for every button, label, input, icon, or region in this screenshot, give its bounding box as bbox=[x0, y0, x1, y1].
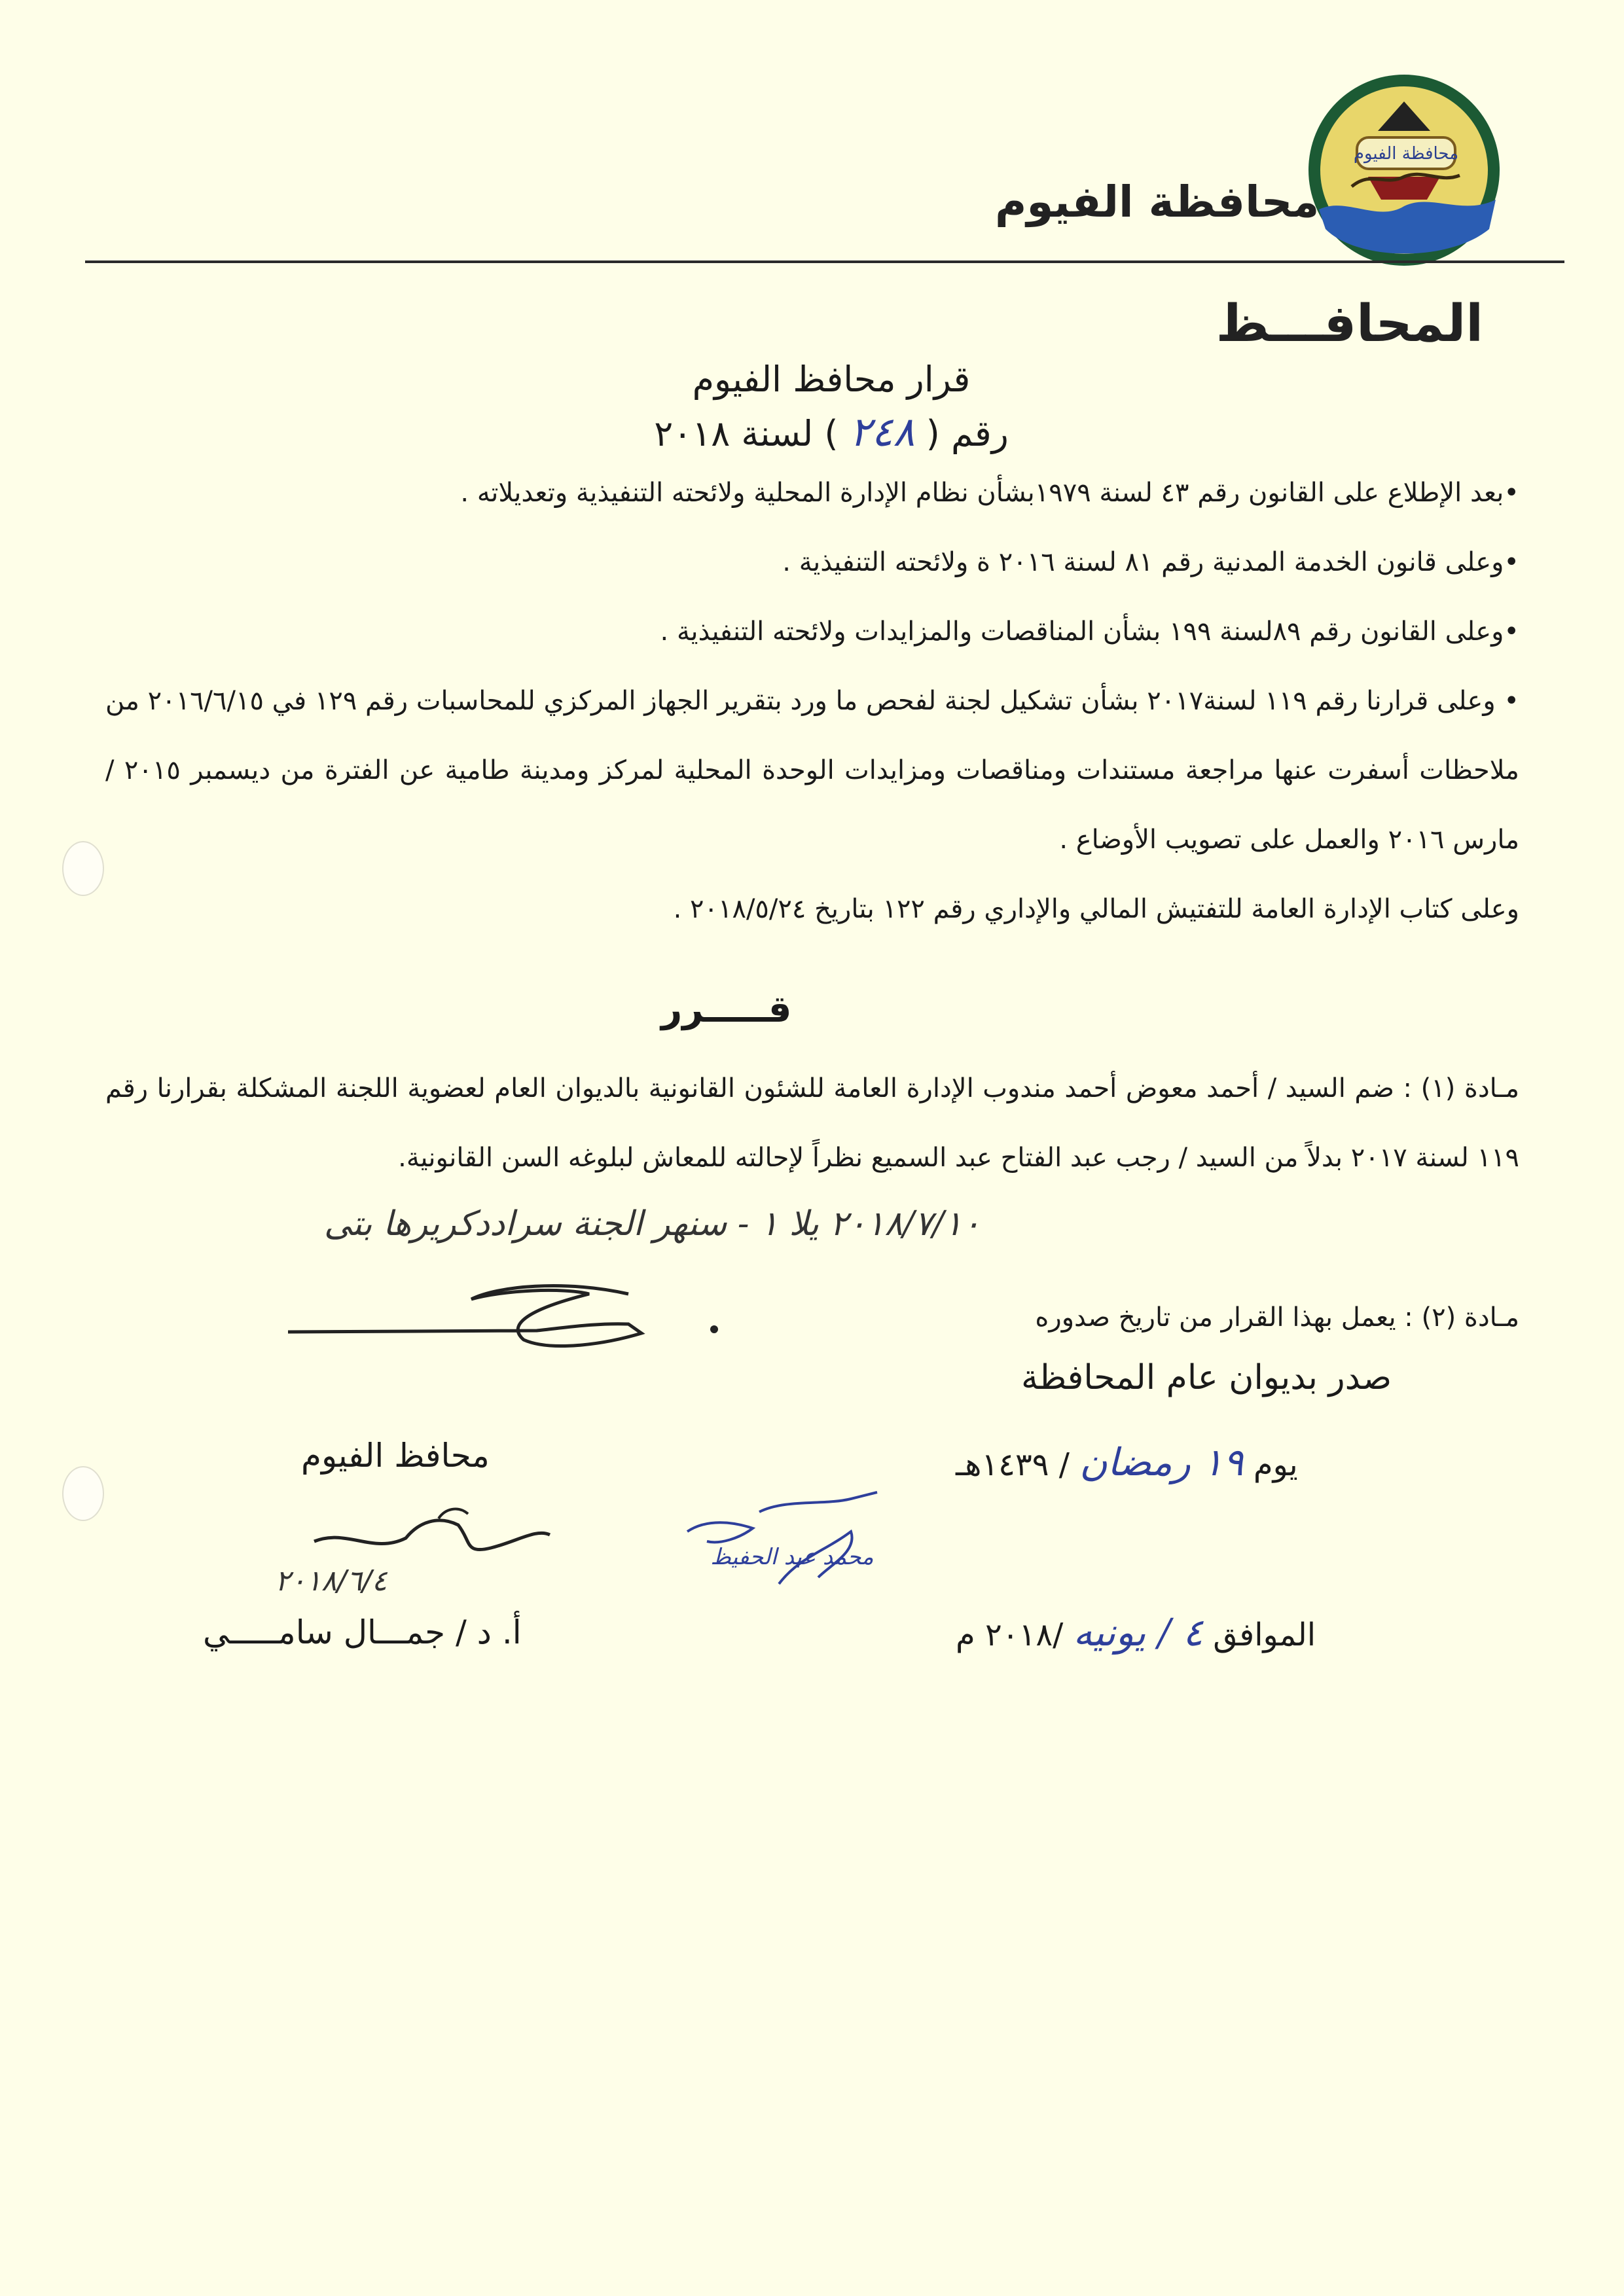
issued-at: صدر بديوان عام المحافظة bbox=[1021, 1358, 1392, 1397]
decision-number bbox=[576, 406, 1087, 460]
receipt-handwritten-text: محمد عبد الحفيظ bbox=[710, 1544, 874, 1570]
article-1: مـادة (١) : ضم السيد / أحمد معوض أحمد مندوب الإدارة العامة للشئون القانونية بالديوان العام لعضوية اللجنة المشكلة بقرارنا رقم ١١٩ لسنة ٢٠١٧ بدلاً من السيد / رجب عبد الفتاح عبد السميع نظراً لإحالته للمعاش لبلوغه السن القانونية. bbox=[105, 1073, 1520, 1173]
corresponding-label: الموافق bbox=[1213, 1617, 1316, 1653]
preamble-item: •بعد الإطلاع على القانون رقم ٤٣ لسنة ١٩٧٩بشأن نظام الإدارة المحلية ولائحته التنفيذية وتعديلاته . bbox=[460, 478, 1519, 508]
preamble-item: وعلى كتاب الإدارة العامة للتفتيش المالي والإداري رقم ١٢٢ بتاريخ ٢٠١٨/٥/٢٤ . bbox=[673, 894, 1519, 924]
governor-title: محافظ الفيوم bbox=[301, 1437, 490, 1475]
article-2-block bbox=[105, 1283, 1519, 1352]
hijri-year: / ١٤٣٩هـ bbox=[956, 1446, 1070, 1483]
resolution-heading: قـــــرر bbox=[661, 988, 792, 1031]
corresponding-handwritten: ٤ / يونيه bbox=[1073, 1610, 1203, 1655]
governorate-name: محافظة الفيوم bbox=[995, 177, 1320, 227]
receipt-handwritten-mark bbox=[681, 1486, 897, 1623]
preamble-item: • وعلى قرارنا رقم ١١٩ لسنة٢٠١٧ بشأن تشكيل لجنة لفحص ما ورد بتقرير الجهاز المركزي للمحاسبات رقم ١٢٩ في ٢٠١٦/٦/١٥ من ملاحظات أسفرت عنها مراجعة مستندات ومناقصات ومزايدات الوحدة المحلية لمركز ومدينة طامية عن الفترة من ديسمبر ٢٠١٥ / مارس ٢٠١٦ والعمل على تصويب الأوضاع . bbox=[105, 686, 1520, 855]
governor-name: أ. د / جمـــال سامـــــي bbox=[203, 1613, 522, 1651]
articles bbox=[105, 1054, 1519, 1193]
decision-number-handwritten: ٢٤٨ bbox=[849, 408, 915, 456]
decision-title-block bbox=[576, 353, 1087, 460]
article-1-handwritten-note: ٢٠١٨/٧/١٠ يلا ١ - سنهر الجنة سراددكريرها بتى bbox=[324, 1204, 981, 1244]
office-title: المحافـــظ bbox=[1216, 295, 1483, 353]
logo-text: محافظة الفيوم bbox=[1353, 144, 1459, 164]
gregorian-year: /٢٠١٨ م bbox=[956, 1617, 1064, 1653]
day-label: يوم bbox=[1253, 1446, 1298, 1483]
preamble-item: •وعلى القانون رقم ٨٩لسنة ١٩٩ بشأن المناقصات والمزايدات ولائحته التنفيذية . bbox=[660, 617, 1519, 647]
governor-sign-date: ٢٠١٨/٦/٤ bbox=[275, 1564, 388, 1598]
header-divider bbox=[85, 260, 1564, 263]
article-2: مـادة (٢) : يعمل بهذا القرار من تاريخ صدوره bbox=[1035, 1302, 1519, 1333]
preamble-item: •وعلى قانون الخدمة المدنية رقم ٨١ لسنة ٢٠١٦ ة ولائحته التنفيذية . bbox=[782, 547, 1519, 577]
gregorian-date-line bbox=[956, 1610, 1316, 1655]
preamble bbox=[105, 458, 1519, 944]
decision-number-suffix: ) لسنة ٢٠١٨ bbox=[654, 413, 839, 454]
decision-number-prefix: رقم ( bbox=[926, 413, 1009, 454]
hijri-date-line bbox=[956, 1440, 1298, 1484]
punch-hole-bottom bbox=[62, 1466, 104, 1521]
punch-hole-top bbox=[62, 841, 104, 896]
day-handwritten: ١٩ رمضان bbox=[1079, 1440, 1244, 1484]
governorate-logo bbox=[1306, 72, 1502, 268]
decision-title: قرار محافظ الفيوم bbox=[692, 359, 971, 400]
